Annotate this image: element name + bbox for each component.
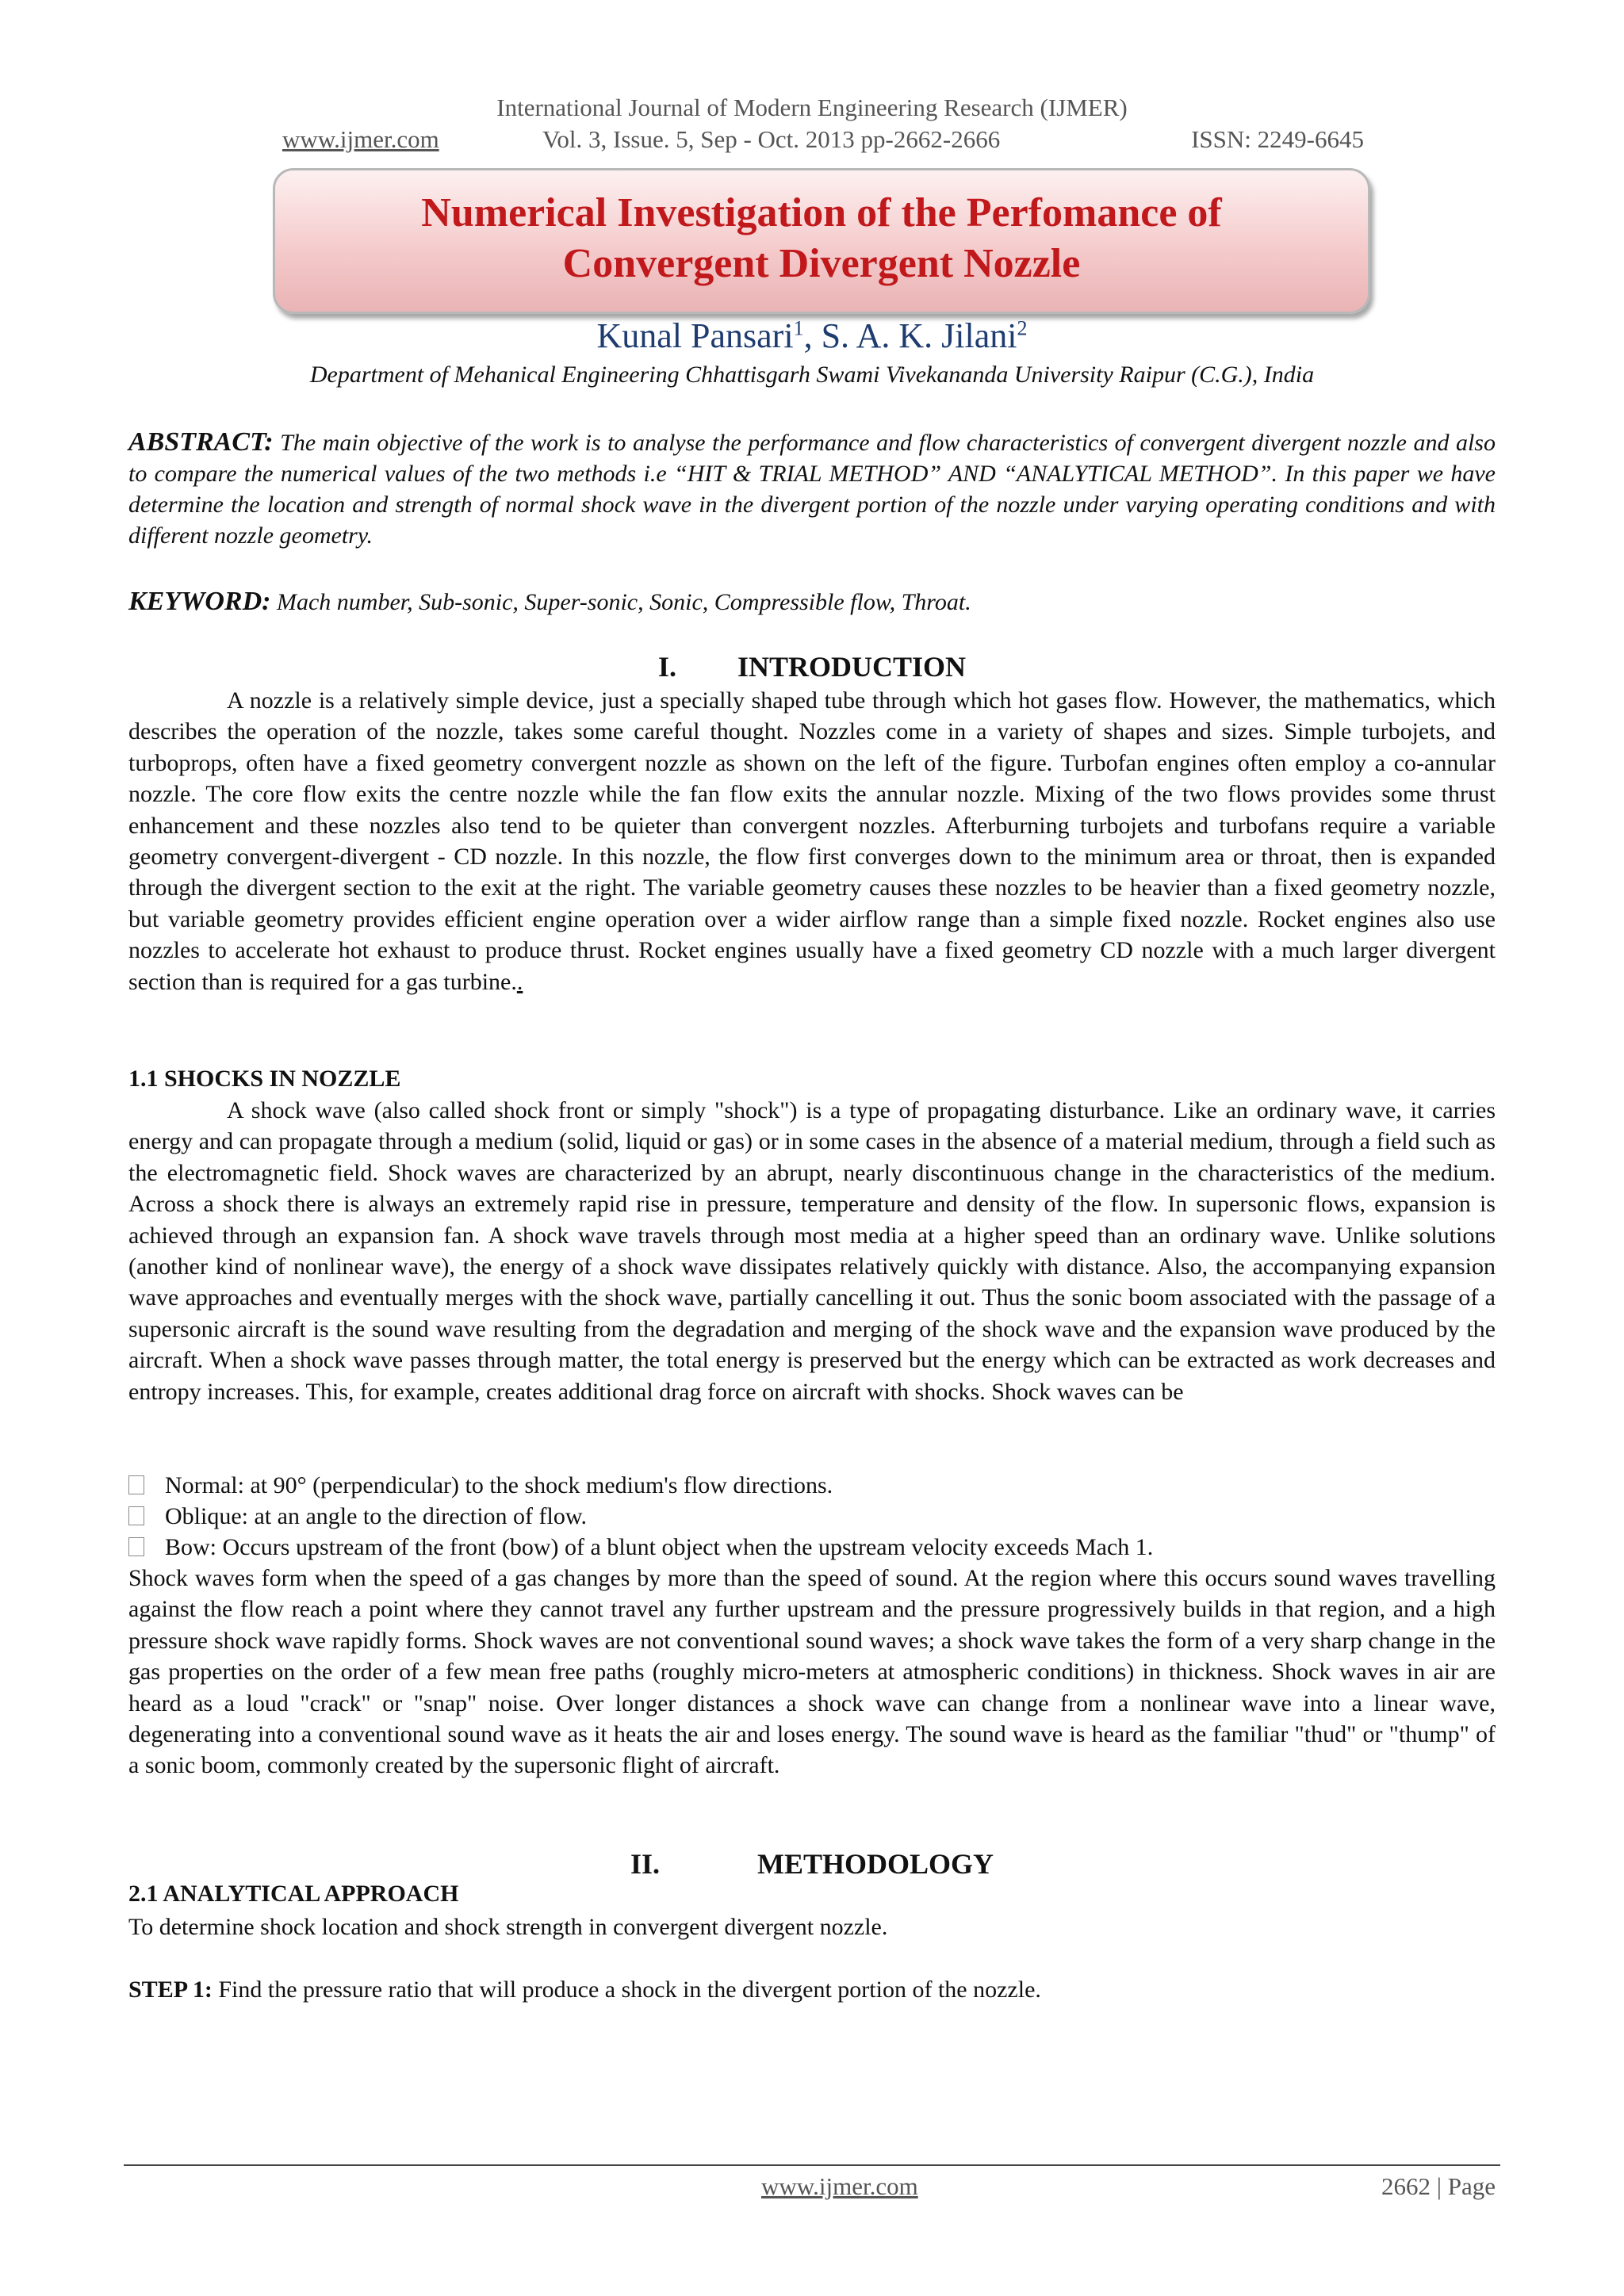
title-box [273, 168, 1370, 314]
bullet-item [128, 1501, 1496, 1532]
shocks-text-1: A shock wave (also called shock front or simply "shock") is a type of propagating disturbance. Like an ordinary wave, it carries energy and can propagate through a medium (solid, liquid or gas) or in some cases in the absence of a material medium, through a field such as the electromagnetic field. Shock waves are characterized by an abrupt, nearly discontinuous change in the characteristics of the medium. Across a shock there is always an extremely rapid rise in pressure, temperature and density of the flow. In supersonic flows, expansion is achieved through an expansion fan. A shock wave travels through most media at a higher speed than an ordinary wave. Unlike solutions (another kind of nonlinear wave), the energy of a shock wave dissipates relatively quickly with distance. Also, the accompanying expansion wave approaches and eventually merges with the shock wave, partially cancelling it out. Thus the sonic boom associated with the passage of a supersonic aircraft is the sound wave resulting from the degradation and merging of the shock wave and the expansion wave produced by the aircraft. When a shock wave passes through matter, the total energy is preserved but the energy which can be extracted as work decreases and entropy increases. This, for example, creates additional drag force on aircraft with shocks. Shock waves can be [128, 1097, 1496, 1405]
step-label: STEP 1: [128, 1976, 213, 2003]
step-1 [128, 1974, 1496, 2005]
affiliation: Department of Mehanical Engineering Chhattisgarh Swami Vivekananda University Raipur (C.G.), India [309, 362, 1315, 388]
abstract-label: ABSTRACT: [128, 427, 274, 457]
journal-volume: Vol. 3, Issue. 5, Sep - Oct. 2013 pp-2662-2666 [542, 125, 1001, 153]
section-title: INTRODUCTION [737, 651, 967, 683]
introduction-paragraph: A nozzle is a relatively simple device, just a specially shaped tube through which hot gases flow. However, the mathematics, which describes the operation of the nozzle, takes some careful thought. Nozzles come in a variety of shapes and sizes. Simple turbojets, and turboprops, often have a fixed geometry convergent nozzle as shown on the left of the figure. Turbofan engines often employ a co-annular nozzle. The core flow exits the centre nozzle while the fan flow exits the annular nozzle. Mixing of the two flows provides some thrust enhancement and these nozzles also tend to be quieter than convergent nozzles. Afterburning turbojets and turbofans require a variable geometry convergent-divergent - CD nozzle. In this nozzle, the flow first converges down to the minimum area or throat, then is expanded through the divergent section to the exit at the right. The variable geometry causes these nozzles to be heavier than a fixed geometry nozzle, but variable geometry provides efficient engine operation over a wider airflow range than a simple fixed nozzle. Rocket engines also use nozzles to accelerate hot exhaust to produce thrust. Rocket engines usually have a fixed geometry CD nozzle with a much larger divergent section than is required for a gas turbine.. [128, 687, 1496, 995]
paper-title [275, 188, 1368, 289]
author-1-affil-marker: 1 [793, 316, 804, 340]
keyword-label: KEYWORD: [128, 587, 271, 616]
keywords [128, 587, 1496, 617]
footer-page-number: 2662 | Page [1381, 2172, 1496, 2200]
author-2: S. A. K. Jilani [821, 316, 1017, 355]
shocks-paragraph-2: Shock waves form when the speed of a gas changes by more than the speed of sound. At the region where this occurs sound waves travelling against the flow reach a point where they cannot travel any further upstream and the pressure progressively builds in that region, and a high pressure shock wave rapidly forms. Shock waves are not conventional sound waves; a shock wave takes the form of a very sharp change in the gas properties on the order of a few mean free paths (roughly micro-meters at atmospheric conditions) in thickness. Shock waves in air are heard as a loud "crack" or "snap" noise. Over longer distances a shock wave can change from a nonlinear wave into a linear wave, degenerating into a conventional sound wave as it heats the air and loses energy. The sound wave is heard as the familiar "thud" or "thump" of a sonic boom, commonly created by the supersonic flight of aircraft. [128, 1565, 1496, 1779]
bullet-glyph-icon [128, 1506, 144, 1525]
section-heading-methodology [0, 1847, 1624, 1881]
keyword-text: Mach number, Sub-sonic, Super-sonic, Sonic, Compressible flow, Throat. [270, 589, 971, 615]
author-2-affil-marker: 2 [1017, 316, 1028, 340]
paper-title-line-1: Numerical Investigation of the Perfomance of [421, 190, 1222, 235]
abstract [128, 427, 1496, 551]
journal-issn: ISSN: 2249-6645 [1191, 125, 1364, 153]
author-separator: , [803, 316, 822, 355]
abstract-text: The main objective of the work is to analyse the performance and flow characteristics of convergent divergent nozzle and also to compare the numerical values of the two methods i.e “HIT & TRIAL METHOD” AND “ANALYTICAL METHOD”. In this paper we have determine the location and strength of normal shock wave in the divergent portion of the nozzle under varying operating conditions and with different nozzle geometry. [128, 430, 1496, 549]
journal-name: International Journal of Modern Engineering Research (IJMER) [496, 94, 1128, 121]
section-number: II. [630, 1848, 661, 1880]
footer-website-link[interactable]: www.ijmer.com [761, 2172, 918, 2200]
bullet-text: Oblique: at an angle to the direction of flow. [165, 1503, 588, 1529]
bullet-item [128, 1532, 1496, 1563]
shocks-paragraph-1 [128, 1095, 1496, 1407]
section-number: I. [657, 651, 676, 683]
section-title: METHODOLOGY [756, 1848, 994, 1880]
journal-website-link[interactable]: www.ijmer.com [282, 125, 439, 153]
section-heading-introduction [0, 650, 1624, 683]
subsection-heading-shocks: 1.1 SHOCKS IN NOZZLE [128, 1066, 401, 1092]
paper-title-line-2: Convergent Divergent Nozzle [562, 241, 1081, 286]
methodology-text: To determine shock location and shock strength in convergent divergent nozzle. [128, 1914, 888, 1940]
authors [0, 316, 1624, 356]
footer-divider [124, 2164, 1500, 2166]
subsection-heading-analytical: 2.1 ANALYTICAL APPROACH [128, 1881, 459, 1907]
introduction-text: A nozzle is a relatively simple device, just a specially shaped tube through which hot gases flow. However, the mathematics, which describes the operation of the nozzle, takes some careful thought. Nozzles come in a variety of shapes and sizes. Simple turbojets, and turboprops, often have a fixed geometry convergent nozzle as shown on the left of the figure. Turbofan engines often employ a co-annular nozzle. The core flow exits the centre nozzle while the fan flow exits the annular nozzle. Mixing of the two flows provides some thrust enhancement and these nozzles also tend to be quieter than convergent nozzles. Afterburning turbojets and turbofans require a variable geometry convergent-divergent - CD nozzle. In this nozzle, the flow first converges down to the minimum area or throat, then is expanded through the divergent section to the exit at the right. The variable geometry causes these nozzles to be heavier than a fixed geometry nozzle, but variable geometry provides efficient engine operation over a wider airflow range than a simple fixed nozzle. Rocket engines also use nozzles to accelerate hot exhaust to produce thrust. Rocket engines usually have a fixed geometry CD nozzle with a much larger divergent section than is required for a gas turbine. [128, 687, 1496, 995]
bullet-glyph-icon [128, 1537, 144, 1556]
bullet-text: Normal: at 90° (perpendicular) to the shock medium's flow directions. [165, 1472, 833, 1498]
author-1: Kunal Pansari [596, 316, 794, 355]
bullet-text: Bow: Occurs upstream of the front (bow) of a blunt object when the upstream velocity exceeds Mach 1. [165, 1534, 1154, 1560]
step-text: Find the pressure ratio that will produce a shock in the divergent portion of the nozzle. [212, 1976, 1041, 2003]
bullet-item [128, 1470, 1496, 1501]
bullet-glyph-icon [128, 1475, 144, 1494]
